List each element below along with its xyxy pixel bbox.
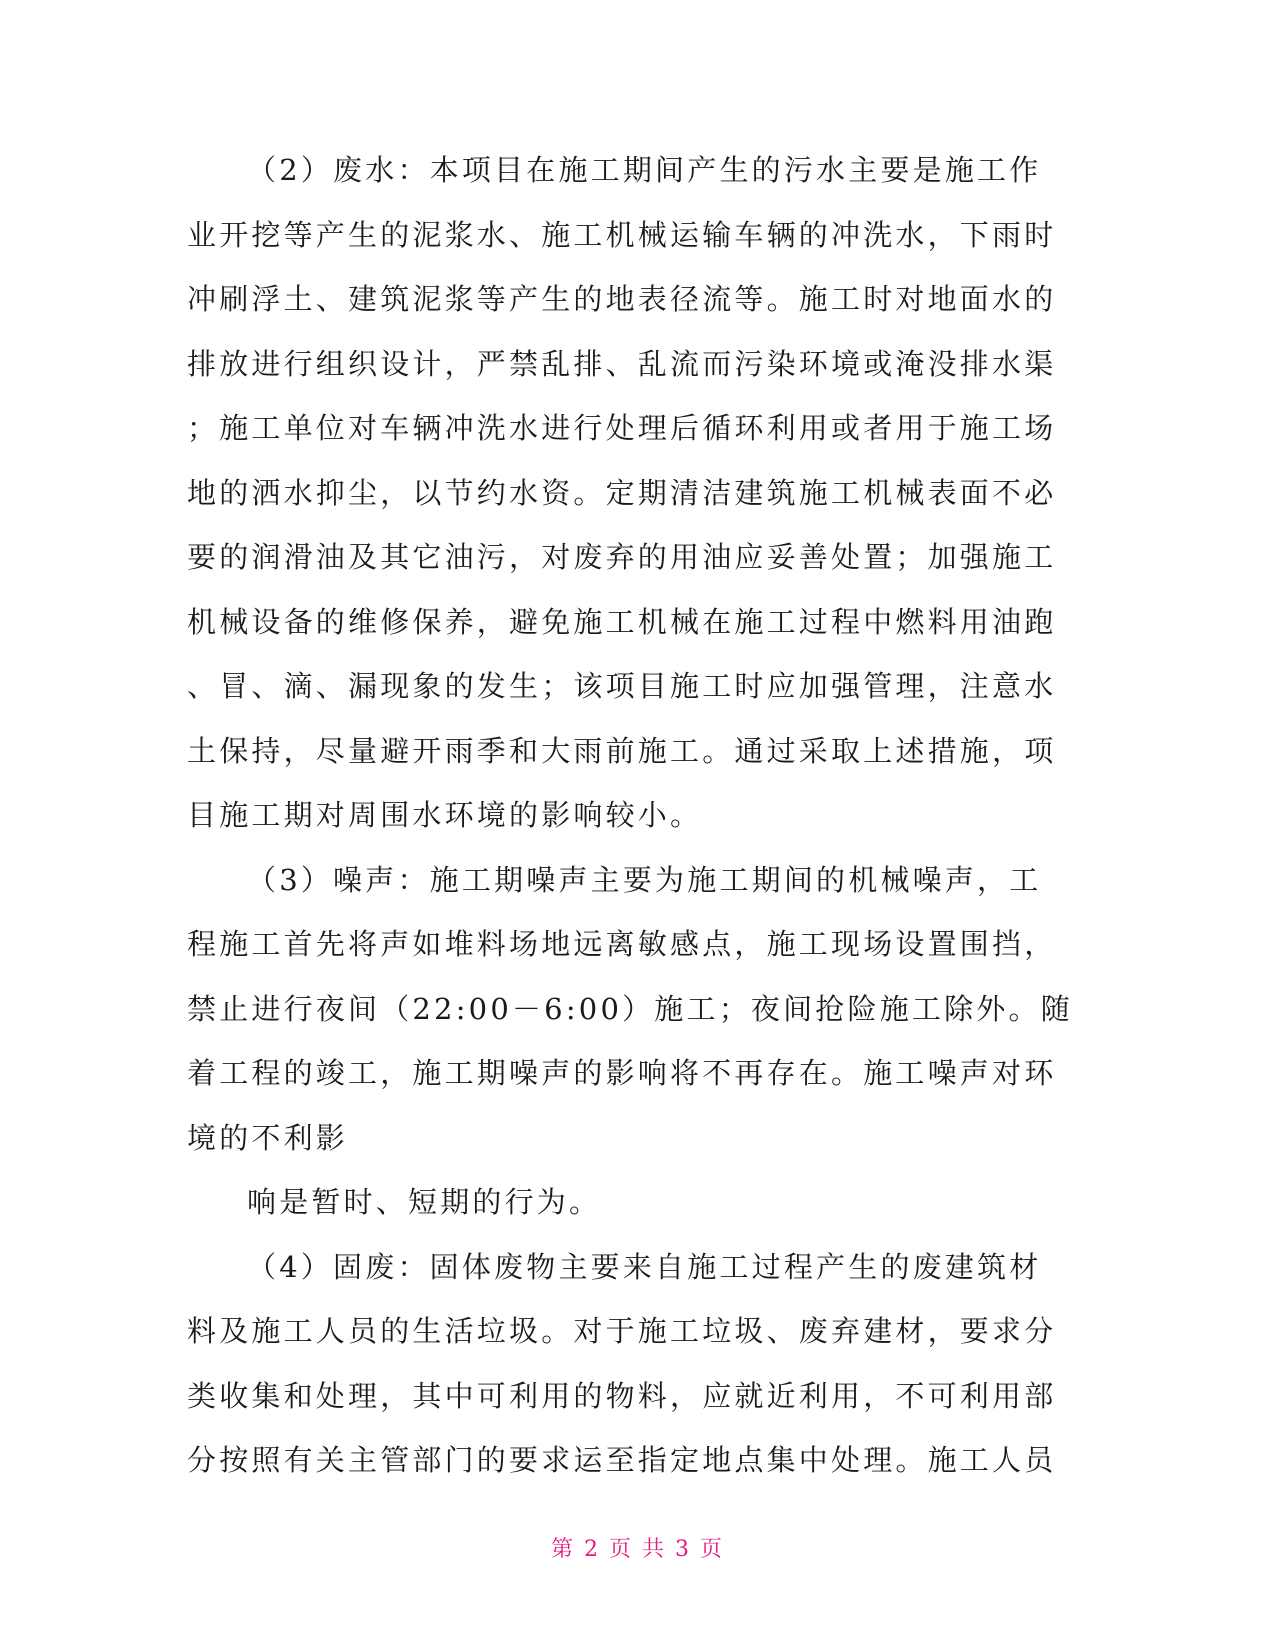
paragraph-wastewater-line: （2）废水：本项目在施工期间产生的污水主要是施工作 (247, 153, 1042, 187)
paragraph-wastewater-line: 冲刷浮土、建筑泥浆等产生的地表径流等。施工时对地面水的 (187, 282, 1057, 316)
paragraph-wastewater-line: 要的润滑油及其它油污，对废弃的用油应妥善处置；加强施工 (187, 540, 1057, 574)
paragraph-noise-line: 禁止进行夜间（22:00－6:00）施工；夜间抢险施工除外。随 (187, 991, 1073, 1026)
paragraph-wastewater-line: 业开挖等产生的泥浆水、施工机械运输车辆的冲洗水，下雨时 (187, 217, 1057, 252)
paragraph-solid-waste-line: 料及施工人员的生活垃圾。对于施工垃圾、废弃建材，要求分 (187, 1314, 1057, 1348)
paragraph-wastewater-line: 机械设备的维修保养，避免施工机械在施工过程中燃料用油跑 (187, 604, 1057, 639)
paragraph-wastewater-line: 、冒、滴、漏现象的发生；该项目施工时应加强管理，注意水 (187, 669, 1057, 703)
page-number-footer: 第 2 页 共 3 页 (551, 1537, 724, 1562)
paragraph-wastewater-line: 土保持，尽量避开雨季和大雨前施工。通过采取上述措施，项 (187, 733, 1057, 768)
paragraph-solid-waste-line: 类收集和处理，其中可利用的物料，应就近利用，不可利用部 (187, 1378, 1057, 1413)
paragraph-noise-continuation: 响是暂时、短期的行为。 (247, 1185, 602, 1219)
paragraph-wastewater-line: 排放进行组织设计，严禁乱排、乱流而污染环境或淹没排水渠 (187, 346, 1057, 381)
paragraph-wastewater-line: ；施工单位对车辆冲洗水进行处理后循环利用或者用于施工场 (187, 411, 1057, 445)
paragraph-wastewater-line: 目施工期对周围水环境的影响较小。 (187, 798, 703, 832)
body-text (187, 138, 1072, 1493)
paragraph-noise-line: 境的不利影 (187, 1120, 349, 1155)
paragraph-noise-line: 程施工首先将声如堆料场地远离敏感点，施工现场设置围挡， (187, 927, 1057, 961)
paragraph-solid-waste-line: （4）固废：固体废物主要来自施工过程产生的废建筑材 (247, 1249, 1042, 1284)
paragraph-noise-line: 着工程的竣工，施工期噪声的影响将不再存在。施工噪声对环 (187, 1056, 1057, 1090)
paragraph-wastewater-line: 地的洒水抑尘，以节约水资。定期清洁建筑施工机械表面不必 (187, 475, 1057, 510)
paragraph-noise-line: （3）噪声：施工期噪声主要为施工期间的机械噪声，工 (247, 862, 1042, 897)
paragraph-solid-waste-line: 分按照有关主管部门的要求运至指定地点集中处理。施工人员 (187, 1443, 1057, 1477)
